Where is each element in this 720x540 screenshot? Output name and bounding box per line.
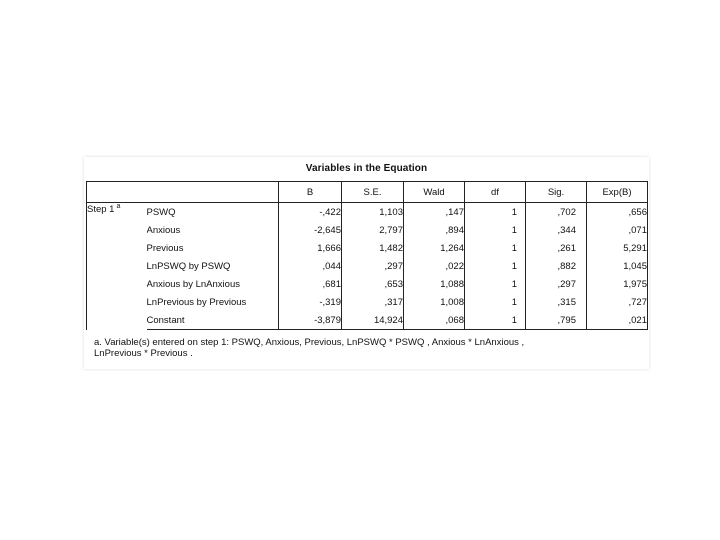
cell-df: 1 (465, 275, 526, 293)
row-variable: Anxious (147, 221, 279, 239)
cell-sig: ,315 (526, 293, 587, 311)
cell-se: ,653 (342, 275, 404, 293)
cell-expb: ,071 (587, 221, 648, 239)
header-row (87, 182, 648, 203)
cell-df: 1 (465, 257, 526, 275)
cell-se: ,317 (342, 293, 404, 311)
cell-wald: ,147 (404, 203, 465, 222)
table-row (87, 293, 648, 311)
cell-expb: 5,291 (587, 239, 648, 257)
col-header-wald: Wald (404, 182, 465, 203)
table-row (87, 257, 648, 275)
cell-df: 1 (465, 293, 526, 311)
cell-expb: ,021 (587, 311, 648, 330)
row-variable: Constant (147, 311, 279, 330)
cell-expb: ,656 (587, 203, 648, 222)
cell-b: -,422 (279, 203, 342, 222)
col-header-df: df (465, 182, 526, 203)
cell-wald: 1,008 (404, 293, 465, 311)
cell-expb: 1,045 (587, 257, 648, 275)
cell-expb: 1,975 (587, 275, 648, 293)
cell-b: -2,645 (279, 221, 342, 239)
row-variable: LnPrevious by Previous (147, 293, 279, 311)
step-label-cell (87, 203, 147, 330)
col-header-expb: Exp(B) (587, 182, 648, 203)
cell-wald: ,022 (404, 257, 465, 275)
header-corner (87, 182, 279, 203)
table-title: Variables in the Equation (305, 163, 428, 174)
cell-wald: 1,088 (404, 275, 465, 293)
table-row (87, 239, 648, 257)
cell-se: 14,924 (342, 311, 404, 330)
cell-se: ,297 (342, 257, 404, 275)
row-variable: Anxious by LnAnxious (147, 275, 279, 293)
cell-sig: ,702 (526, 203, 587, 222)
cell-df: 1 (465, 311, 526, 330)
col-header-se: S.E. (342, 182, 404, 203)
footnote-line-1: a. Variable(s) entered on step 1: PSWQ, Anxious, Previous, LnPSWQ * PSWQ , Anxious * LnAnxious , (94, 337, 525, 348)
cell-sig: ,297 (526, 275, 587, 293)
output-table-panel (84, 157, 649, 369)
coefficients-table (86, 181, 648, 330)
row-variable: PSWQ (147, 203, 279, 222)
cell-df: 1 (465, 203, 526, 222)
row-variable: LnPSWQ by PSWQ (147, 257, 279, 275)
table-row (87, 221, 648, 239)
cell-sig: ,795 (526, 311, 587, 330)
cell-wald: ,068 (404, 311, 465, 330)
table-row (87, 311, 648, 330)
cell-b: -,319 (279, 293, 342, 311)
footnote-line-2: LnPrevious * Previous . (94, 348, 193, 359)
cell-sig: ,344 (526, 221, 587, 239)
table-footnote (94, 337, 624, 359)
cell-sig: ,261 (526, 239, 587, 257)
col-header-b: B (279, 182, 342, 203)
step-superscript: a (116, 203, 121, 210)
step-label: Step 1 (87, 204, 115, 216)
cell-df: 1 (465, 239, 526, 257)
cell-b: 1,666 (279, 239, 342, 257)
cell-df: 1 (465, 221, 526, 239)
row-variable: Previous (147, 239, 279, 257)
cell-wald: ,894 (404, 221, 465, 239)
cell-b: ,681 (279, 275, 342, 293)
cell-wald: 1,264 (404, 239, 465, 257)
cell-sig: ,882 (526, 257, 587, 275)
cell-se: 2,797 (342, 221, 404, 239)
table-row (87, 275, 648, 293)
col-header-sig: Sig. (526, 182, 587, 203)
cell-expb: ,727 (587, 293, 648, 311)
cell-se: 1,482 (342, 239, 404, 257)
table-row (87, 203, 648, 222)
cell-b: -3,879 (279, 311, 342, 330)
cell-b: ,044 (279, 257, 342, 275)
cell-se: 1,103 (342, 203, 404, 222)
